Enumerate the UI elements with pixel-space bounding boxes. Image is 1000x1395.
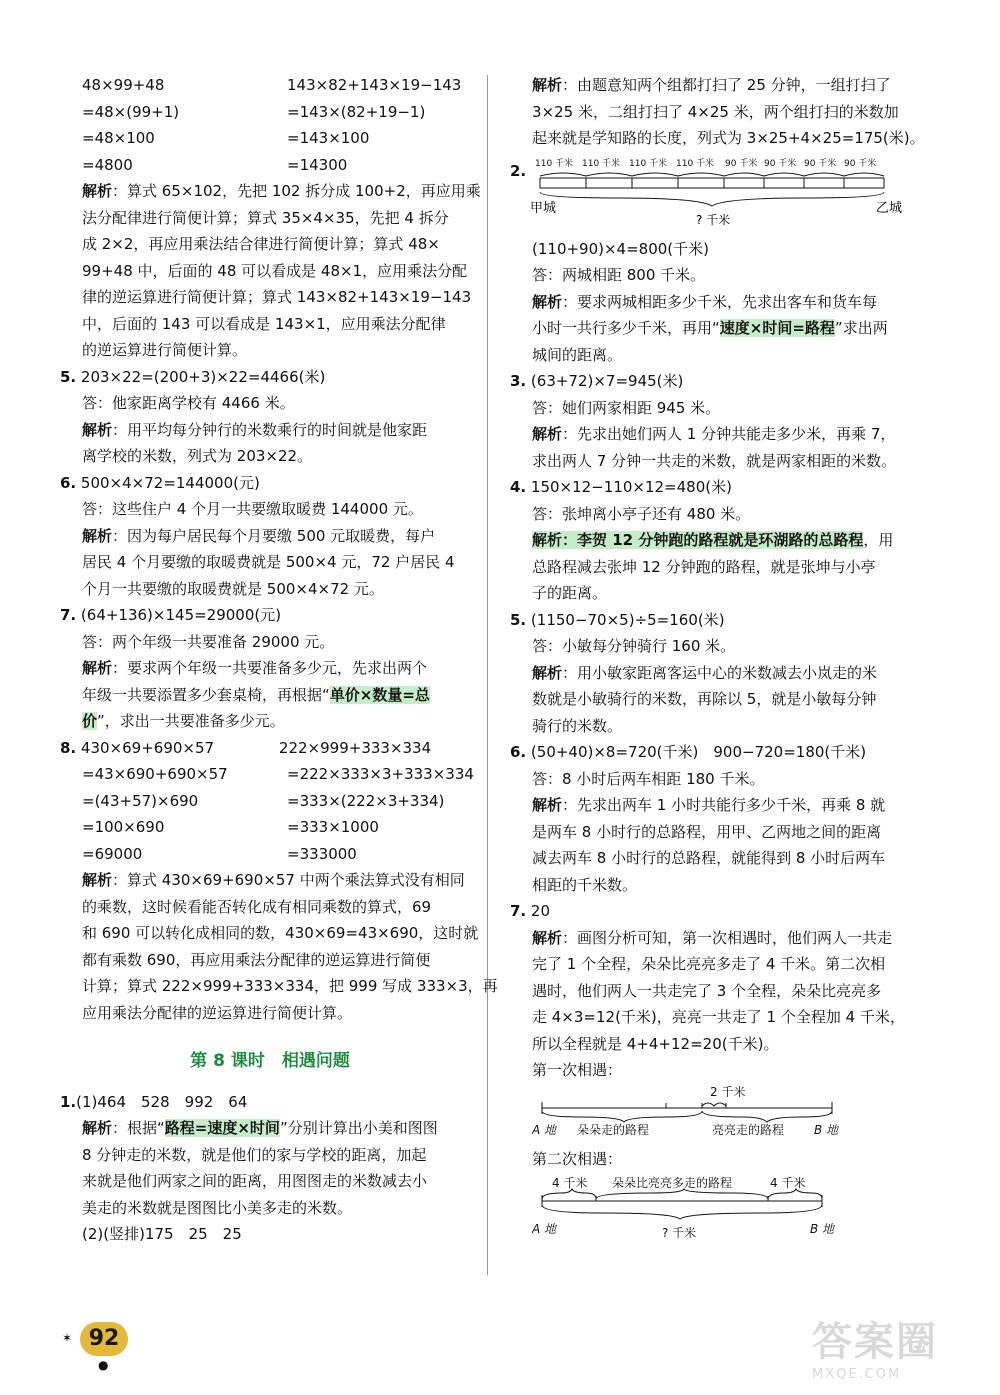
question-5 [60,364,480,470]
calc-cell: =143×(82+19−1) [287,102,426,121]
equation: 150×12−110×12=480(米) [530,478,732,496]
segment-label: 4 千米 [552,1175,588,1190]
calc-cell: =14300 [287,155,348,174]
answer: 答：两个年级一共要准备 29000 元。 [82,632,335,651]
equation: 500×4×72=144000(元) [80,473,260,492]
analysis-text: 小时一共行多少千米，再用“ [532,319,720,337]
diagram-title: 第二次相遇： [532,1150,623,1168]
analysis-text: 都有乘数 690，再应用乘法分配律的逆运算进行简便 [82,950,431,969]
segment-label: 110 千米 [629,158,668,169]
analysis-text: ，用 [863,531,894,549]
analysis-text: 起来就是学知路的长度，列式为 3×25+4×25=175(米)。 [532,129,925,147]
analysis-text: ：算式 430×69+690×57 中两个乘法算式没有相同 [112,871,465,889]
question-2 [510,154,930,369]
analysis-label: 解析 [532,796,563,814]
analysis-text: 子的距离。 [532,584,608,602]
analysis-label: 解析 [82,1119,113,1137]
calc-cell: =100×690 [82,818,165,836]
equation: (50+40)×8=720(千米) 900−720=180(千米) [530,743,867,761]
analysis-text: 遇时，他们两人一共走完了 3 个全程，朵朵比亮亮多 [532,981,882,1000]
analysis-text: 完了 1 个全程，朵朵比亮亮多走了 4 千米。第二次相 [532,955,886,973]
analysis-label: 解析 [532,531,563,549]
calc-cell: 430×69+690×57 [80,738,215,757]
right-column [510,72,930,1251]
question-number: 7. [510,902,527,920]
answer: 答：这些住户 4 个月一共要缴取暖费 144000 元。 [82,500,423,518]
answer: 答：她们两家相距 945 米。 [532,398,721,417]
analysis-text: ”分别计算出小美和图图 [279,1119,438,1137]
point-label: B 地 [814,1122,839,1137]
analysis-text: ：要求两城相距多少千米，先求出客车和货车每 [562,292,878,311]
analysis-label: 解析 [82,526,113,545]
lesson-question-1 [60,1089,480,1248]
analysis-text: 居民 4 个月要缴的取暖费就是 500×4 元，72 户居民 4 [82,553,455,571]
analysis-text: 年级一共要添置多少套桌椅，再根据“ [82,685,330,704]
answer: 20 [530,902,551,920]
equation: 203×22=(200+3)×22=4466(米) [80,367,326,386]
segment-label: 110 千米 [676,158,715,169]
equation: (110+90)×4=800(千米) [532,239,710,258]
answer: 答：张坤离小亭子还有 480 米。 [532,504,751,523]
question-7-right [510,898,930,1251]
calc-cell: =(43+57)×690 [82,791,199,810]
analysis-text: 走 4×3=12(千米)，亮亮一共走了 1 个全程加 4 千米， [532,1008,905,1026]
segment-diagram [510,154,930,234]
analysis-text: 和 690 可以转化成相同的数，430×69=43×690，这时就 [82,924,479,942]
question-6-right [510,739,930,898]
star-icon: ✶ [62,1331,73,1345]
calc-cell: 222×999+333×334 [278,738,432,757]
question-6 [60,470,480,603]
calc-cell: =222×333×3+333×334 [287,765,474,783]
analysis-text: 总路程减去张坤 12 分钟跑的路程，就是张坤与小亭 [532,557,876,576]
analysis-top-right [510,72,930,152]
analysis-text: 求出两人 7 分钟一共走的米数，就是两家相距的米数。 [532,451,897,470]
path-label: 朵朵走的路程 [577,1122,650,1137]
highlight-formula: ：李贺 12 分钟跑的路程就是环湖路的总路程 [562,531,864,549]
analysis-text: 99+48 中，后面的 48 可以看成是 48×1，应用乘法分配 [82,261,468,280]
calc-cell: =333000 [287,844,357,863]
analysis-text: 的乘数，这时候看能否转化成有相同乘数的算式，69 [82,897,432,916]
analysis-text: 城间的距离。 [532,345,623,364]
highlight-formula: 单价×数量=总 [329,685,430,704]
analysis-text: 来就是他们两家之间的距离，用图图走的米数减去小 [82,1172,428,1190]
analysis-text: 减去两车 8 小时行的总路程，就能得到 8 小时后两车 [532,849,886,867]
highlight-formula: 路程=速度×时间 [164,1119,280,1137]
analysis-text: 成 2×2，再应用乘法结合律进行简便计算；算式 48× [82,235,440,253]
analysis-text: ：要求两个年级一共要准备多少元，先求出两个 [112,659,428,677]
question-3 [510,368,930,474]
calc-cell: 143×82+143×19−143 [287,76,462,94]
lesson-title: 第 8 课时 相遇问题 [190,1051,350,1071]
analysis-text: ：由题意知两个组都打扫了 25 分钟，一组打扫了 [562,76,891,94]
column-divider [487,75,488,1275]
watermark-title: 答案圈 [812,1319,938,1365]
analysis-label: 解析 [532,425,563,443]
analysis-text: 美走的米数就是图图比小美多走的米数。 [82,1198,353,1217]
analysis-q4 [60,178,480,364]
segment-label: 90 千米 [725,158,758,169]
calc-cell: =333×(222×3+334) [287,791,445,810]
analysis-label: 解析 [532,76,563,94]
segment-label: 110 千米 [535,158,574,169]
question-5-right [510,607,930,740]
segment-label: 90 千米 [844,158,877,169]
analysis-text: ：用小敏家距离客运中心的米数减去小岚走的米 [562,663,878,682]
analysis-text: ：先求出两车 1 小时共能行多少千米，再乘 8 就 [562,796,886,814]
left-column [60,72,498,1248]
analysis-text: ”求出两 [834,319,888,337]
analysis-text: ：因为每户居民每个月要缴 500 元取暖费，每户 [112,526,436,545]
answer: 答：小敏每分钟骑行 160 米。 [532,637,736,655]
question-number: 5. [60,367,77,386]
calc-cell: 48×99+48 [82,76,165,94]
answer: (1)464 528 992 64 [76,1092,248,1111]
calc-cell: =333×1000 [287,818,379,836]
question-mark-label: ? 千米 [662,1225,697,1240]
question-4 [510,474,930,607]
question-number: 2. [510,161,527,180]
analysis-label: 解析 [82,420,113,439]
path-label: 亮亮走的路程 [712,1122,785,1137]
second-meeting-diagram [532,1173,862,1243]
analysis-text: 是两车 8 小时行的总路程，用甲、乙两地之间的距离 [532,822,882,841]
calc-cell: =48×(99+1) [82,102,180,121]
calc-cell: =4800 [82,155,133,174]
calc-cell: =43×690+690×57 [82,765,228,783]
diagram-title: 第一次相遇： [532,1061,623,1079]
analysis-label: 解析 [82,871,113,889]
point-label: B 地 [810,1221,835,1236]
analysis-label: 解析 [82,659,113,677]
first-meeting-diagram [532,1084,852,1138]
calc-cell: =69000 [82,844,143,863]
gap-label: 2 千米 [710,1084,746,1099]
analysis-text: 法分配律进行简便计算；算式 35×4×35，先把 4 拆分 [82,208,449,227]
question-mark-label: ? 千米 [696,212,731,227]
question-7 [60,602,480,735]
analysis-text: 应用乘法分配律的逆运算进行简便计算。 [82,1003,353,1022]
equation: (1150−70×5)÷5=160(米) [530,610,725,629]
watermark-url: MXQE.COM [812,1367,902,1382]
calc-cell: =143×100 [287,129,370,147]
answer: 答：8 小时后两车相距 180 千米。 [532,769,765,788]
question-number: 5. [510,610,527,629]
highlight-formula: 价 [82,712,98,730]
question-number: 3. [510,372,527,390]
question-number: 6. [60,473,77,492]
analysis-text: 8 分钟走的米数，就是他们的家与学校的距离，加起 [82,1145,427,1164]
equation: (64+136)×145=29000(元) [80,606,282,624]
calc-cell: =48×100 [82,129,155,147]
analysis-text: 相距的千米数。 [532,875,638,894]
city-label: 甲城 [530,200,557,216]
segment-label: 4 千米 [770,1175,806,1190]
calc-block-top [60,72,480,178]
answer: 答：两城相距 800 千米。 [532,266,706,284]
analysis-text: 3×25 米，二组打扫了 4×25 米，两个组打扫的米数加 [532,102,899,121]
segment-label: 90 千米 [804,158,837,169]
question-number: 1. [60,1092,77,1111]
page-number: 92 [80,1322,128,1356]
analysis-text: ：算式 65×102，先把 102 拆分成 100+2，再应用乘 [112,182,481,200]
analysis-text: ：画图分析可知，第一次相遇时，他们两人一共走 [562,928,893,947]
answer: 答：他家距离学校有 4466 米。 [82,394,295,412]
analysis-text: 计算；算式 222×999+333×334，把 999 写成 333×3，再 [82,977,498,995]
distance-line-diagram [530,154,930,234]
analysis-text: ”，求出一共要准备多少元。 [97,712,285,730]
question-number: 4. [510,478,527,496]
segment-label: 90 千米 [764,158,797,169]
analysis-label: 解析 [532,663,563,682]
analysis-text: 离学校的米数，列式为 203×22。 [82,447,313,465]
highlight-formula: 速度×时间=路程 [719,319,835,337]
point-label: A 地 [532,1122,557,1137]
analysis-text: 律的逆运算进行简便计算；算式 143×82+143×19−143 [82,288,472,306]
analysis-text: ：根据“ [112,1119,165,1137]
analysis-text: 骑行的米数。 [532,716,623,735]
analysis-text: ：用平均每分钟行的米数乘行的时间就是他家距 [112,420,428,439]
question-8 [60,735,498,1027]
analysis-text: 的逆运算进行简便计算。 [82,341,248,359]
city-label: 乙城 [876,200,903,216]
question-number: 8. [60,738,77,757]
analysis-text: 所以全程就是 4+4+12=20(千米)。 [532,1034,779,1053]
analysis-label: 解析 [532,292,563,311]
analysis-text: 数就是小敏骑行的米数，再除以 5，就是小敏每分钟 [532,690,877,708]
analysis-label: 解析 [532,928,563,947]
equation: (63+72)×7=945(米) [530,372,684,390]
answer: (2)(竖排)175 25 25 [82,1225,242,1243]
question-number: 6. [510,743,527,761]
analysis-text: 个月一共要缴的取暖费就是 500×4×72 元。 [82,579,384,598]
dot-icon: ● [98,1358,109,1372]
analysis-text: ：先求出她们两人 1 分钟共能走多少米，再乘 7， [562,425,896,443]
point-label: A 地 [532,1221,557,1236]
segment-label: 朵朵比亮亮多走的路程 [612,1175,733,1190]
question-number: 7. [60,606,77,624]
watermark [812,1310,987,1382]
analysis-text: 中，后面的 143 可以看成是 143×1，应用乘法分配律 [82,314,446,333]
analysis-label: 解析 [82,182,113,200]
segment-label: 110 千米 [582,158,621,169]
